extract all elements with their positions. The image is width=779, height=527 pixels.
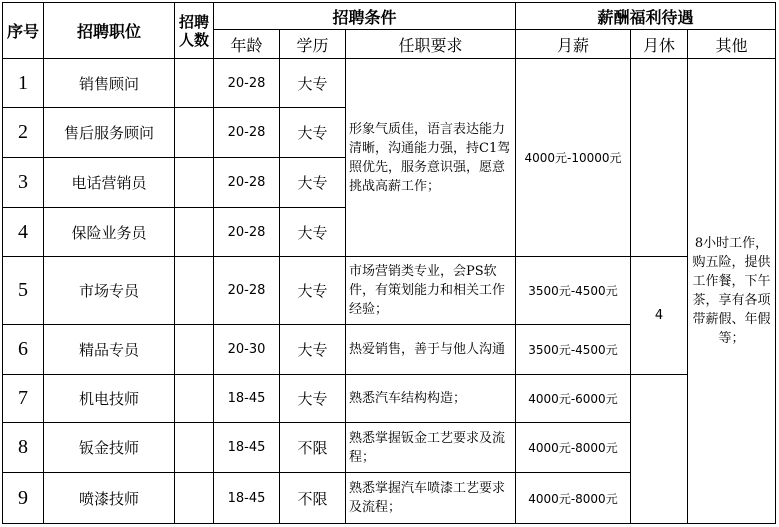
row-headcount [175,423,214,473]
row-index: 9 [3,473,44,524]
row-position: 销售顾问 [44,59,175,108]
row-position: 机电技师 [44,375,175,423]
row-education: 大专 [280,325,346,375]
requirements-painter: 熟悉掌握汽车喷漆工艺要求及流程； [346,473,516,524]
salary-marketing: 3500元-4500元 [516,257,631,325]
row-age: 20-28 [214,158,280,208]
row-index: 3 [3,158,44,208]
row-education: 大专 [280,257,346,325]
row-education: 大专 [280,59,346,108]
row-index: 1 [3,59,44,108]
row-education: 大专 [280,375,346,423]
row-education: 不限 [280,423,346,473]
row-position: 售后服务顾问 [44,108,175,158]
row-headcount [175,208,214,257]
row-education: 大专 [280,108,346,158]
header-headcount: 招聘人数 [175,3,214,59]
row-position: 保险业务员 [44,208,175,257]
header-education: 学历 [280,30,346,59]
row-age: 20-30 [214,325,280,375]
row-index: 5 [3,257,44,325]
row-position: 喷漆技师 [44,473,175,524]
header-conditions: 招聘条件 [214,3,516,30]
header-benefits: 薪酬福利待遇 [516,3,776,30]
salary-mechanic: 4000元-6000元 [516,375,631,423]
recruitment-table [2,2,776,524]
row-age: 18-45 [214,473,280,524]
header-age: 年龄 [214,30,280,59]
header-index: 序号 [3,3,44,59]
other-benefits: 8小时工作，购五险，提供工作餐，下午茶，享有各项带薪假、年假等； [688,59,776,524]
rest-days-bottom [631,375,688,524]
row-age: 20-28 [214,208,280,257]
header-position: 招聘职位 [44,3,175,59]
row-index: 6 [3,325,44,375]
row-position: 精品专员 [44,325,175,375]
requirements-sheet-metal: 熟悉掌握钣金工艺要求及流程； [346,423,516,473]
requirements-boutique: 热爱销售，善于与他人沟通 [346,325,516,375]
row-headcount [175,257,214,325]
row-age: 20-28 [214,59,280,108]
header-salary: 月薪 [516,30,631,59]
requirements-sales-group: 形象气质佳，语言表达能力清晰，沟通能力强，持C1驾照优先，服务意识强，愿意挑战高薪工作； [346,59,516,257]
requirements-mechanic: 熟悉汽车结构构造； [346,375,516,423]
header-row-1 [3,3,776,30]
rest-days: 4 [631,257,688,375]
row-position: 市场专员 [44,257,175,325]
header-requirements: 任职要求 [346,30,516,59]
row-position: 电话营销员 [44,158,175,208]
row-age: 18-45 [214,375,280,423]
row-position: 钣金技师 [44,423,175,473]
requirements-marketing: 市场营销类专业，会PS软件，有策划能力和相关工作经验； [346,257,516,325]
table-row [3,375,776,423]
row-education: 大专 [280,158,346,208]
row-age: 18-45 [214,423,280,473]
row-index: 4 [3,208,44,257]
rest-days-top [631,59,688,257]
table-row [3,257,776,325]
row-index: 2 [3,108,44,158]
row-education: 大专 [280,208,346,257]
row-age: 20-28 [214,108,280,158]
table-row [3,59,776,108]
row-headcount [175,59,214,108]
row-headcount [175,325,214,375]
row-headcount [175,158,214,208]
row-headcount [175,473,214,524]
row-education: 不限 [280,473,346,524]
header-other: 其他 [688,30,776,59]
salary-sheet-metal: 4000元-8000元 [516,423,631,473]
row-headcount [175,375,214,423]
row-age: 20-28 [214,257,280,325]
salary-sales-group: 4000元-10000元 [516,59,631,257]
row-index: 8 [3,423,44,473]
row-headcount [175,108,214,158]
salary-boutique: 3500元-4500元 [516,325,631,375]
salary-painter: 4000元-8000元 [516,473,631,524]
header-rest-days: 月休 [631,30,688,59]
row-index: 7 [3,375,44,423]
